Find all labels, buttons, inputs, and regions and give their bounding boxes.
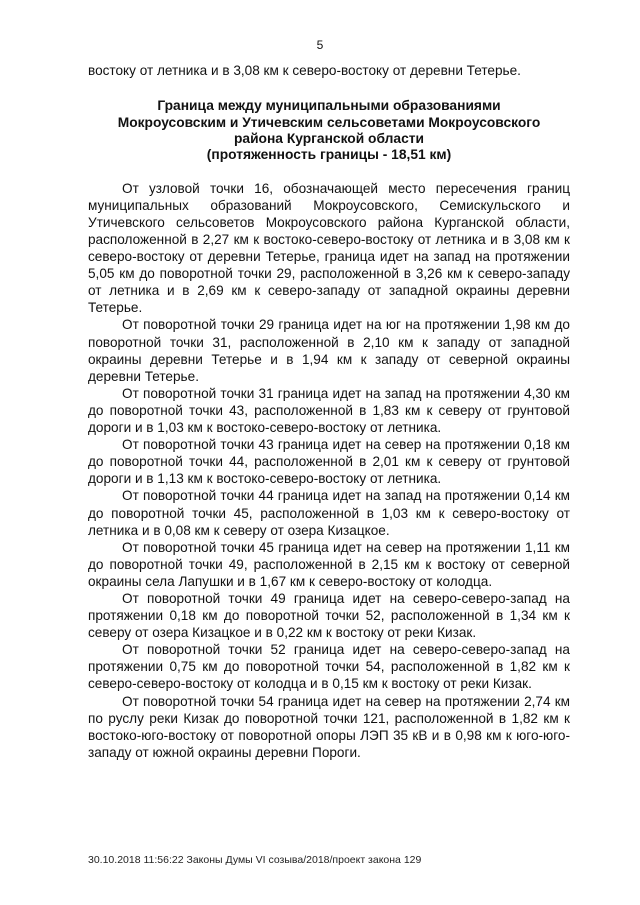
- paragraph: От поворотной точки 49 граница идет на северо-северо-запад на протяжении 0,18 км до поворотной точки 52, расположенной в 1,34 км к северу от озера Кизацкое и в 0,22 км к востоку от реки Кизак.: [88, 590, 570, 641]
- section-heading: [88, 98, 570, 164]
- paragraph: От поворотной точки 43 граница идет на север на протяжении 0,18 км до поворотной точки 44, расположенной в 2,01 км к северу от грунтовой дороги и в 1,13 км к востоко-северо-востоку от летника.: [88, 437, 570, 487]
- heading-line: Мокроусовским и Утичевским сельсоветами Мокроусовского: [117, 114, 541, 130]
- paragraph: От поворотной точки 44 граница идет на запад на протяжении 0,14 км до поворотной точки 45, расположенной в 1,03 км к северо-востоку от летника и в 0,08 км к северу от озера Кизацкое.: [88, 488, 570, 538]
- paragraph: От поворотной точки 52 граница идет на северо-северо-запад на протяжении 0,75 км до поворотной точки 54, расположенной в 1,82 км к северо-северо-востоку от колодца и в 0,15 км к востоку от реки Кизак.: [88, 642, 570, 692]
- paragraph: От поворотной точки 31 граница идет на запад на протяжении 4,30 км до поворотной точки 43, расположенной в 1,83 км к северу от грунтовой дороги и в 1,03 км к востоко-северо-востоку от летника.: [88, 385, 570, 436]
- heading-line: района Курганской области: [233, 130, 425, 146]
- paragraph: От поворотной точки 54 граница идет на север на протяжении 2,74 км по руслу реки Кизак до поворотной точки 121, расположенной в 1,82 км к востоко-юго-востоку от поворотной опоры ЛЭП 35 кВ и в 0,98 км к юго-юго-западу от южной окраины деревни Пороги.: [88, 693, 570, 760]
- paragraph: От поворотной точки 45 граница идет на север на протяжении 1,11 км до поворотной точки 49, расположенной в 2,15 км к востоку от северной окраины села Лапушки и в 1,67 км к северо-востоку от колодца.: [88, 539, 570, 589]
- paragraph: От поворотной точки 29 граница идет на юг на протяжении 1,98 км до поворотной точки 31, расположенной в 2,10 км к западу от западной окраины деревни Тетерье и в 1,94 км к западу от северной окраины деревни Тетерье.: [88, 317, 570, 384]
- page-number: 5: [316, 38, 324, 52]
- document-footer: 30.10.2018 11:56:22 Законы Думы VI созыва/2018/проект закона 129: [88, 854, 422, 866]
- document-body: [88, 62, 570, 761]
- paragraph: От узловой точки 16, обозначающей место пересечения границ муниципальных образований Мокроусовского, Семискульского и Утичевского сельсоветов Мокроусовского района Курганской области, расположенной в 2,27 км к востоко-северо-востоку от летника и в 3,08 км к северо-востоку от деревни Тетерье, граница идет на запад на протяжении 5,05 км до поворотной точки 29, расположенной в 3,26 км к северо-западу от летника и в 2,69 км к северо-западу от западной окраины деревни Тетерье.: [88, 180, 570, 316]
- lead-text: востоку от летника и в 3,08 км к северо-востоку от деревни Тетерье.: [88, 63, 521, 78]
- heading-line: Граница между муниципальными образованиями: [157, 98, 501, 114]
- heading-line: (протяженность границы - 18,51 км): [206, 147, 452, 163]
